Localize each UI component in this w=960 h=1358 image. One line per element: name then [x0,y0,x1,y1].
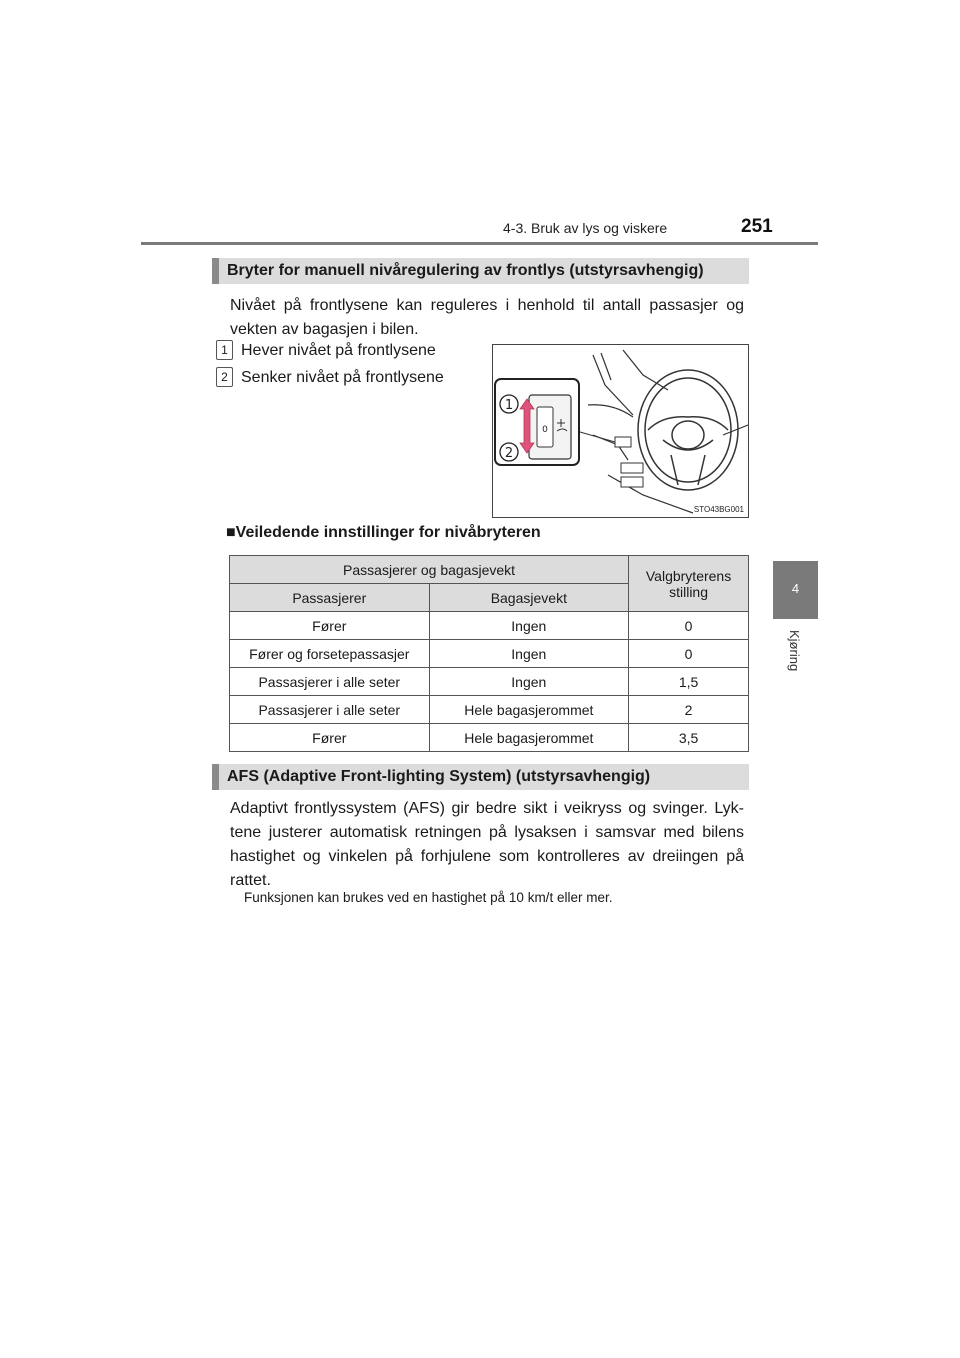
number-badge: 2 [216,367,233,387]
table-cell: Ingen [429,640,629,668]
table-cell: Passasjerer i alle seter [230,668,430,696]
subsection-title: Veiledende innstillinger for nivåbryteren [235,524,541,541]
table-row [230,640,749,668]
leveling-intro: Nivået på frontlysene kan reguleres i henhold til antall passasjer og vekten av bagasjen i bilen. [230,297,744,338]
table-header-passengers: Passasjerer [230,584,430,612]
table-group-header: Passasjerer og bagasjevekt [230,556,629,584]
afs-note: Funksjonen kan brukes ved en hastighet på 10 km/t eller mer. [244,890,613,905]
figure-code: STO43BG001 [693,505,744,514]
table-cell: Hele bagasjerommet [429,696,629,724]
table-row [230,696,749,724]
table-cell: Ingen [429,668,629,696]
table-cell: 1,5 [629,668,749,696]
table-header-luggage: Bagasjevekt [429,584,629,612]
list-item-lower [216,367,444,387]
table-cell: Passasjerer i alle seter [230,696,430,724]
list-item-raise [216,340,436,360]
dashboard-drawing [493,345,748,517]
table-row [230,668,749,696]
table-row [230,612,749,640]
chapter-tab [773,561,818,619]
table-cell: 3,5 [629,724,749,752]
chapter-label: Kjøring [787,630,802,672]
table-cell: 0 [629,640,749,668]
table-cell: Fører [230,612,430,640]
subsection-heading [226,524,541,542]
steering-wheel [638,370,738,490]
page-number: 251 [741,216,773,237]
leveling-settings-table [229,555,749,752]
callout-2: 2 [504,446,514,461]
section-heading-afs: AFS (Adaptive Front-lighting System) (utstyrsavhengig) [212,764,749,790]
chapter-label-wrap [780,630,810,690]
leveling-switch-illustration [492,344,749,518]
section-heading-leveling: Bryter for manuell nivåregulering av frontlys (utstyrsavhengig) [212,258,749,284]
header-rule [141,242,818,245]
chapter-number: 4 [791,581,800,596]
table-cell: Fører [230,724,430,752]
switch-mark: 0 [542,425,548,435]
list-item-text: Hever nivået på frontlysene [241,342,436,359]
afs-body: Adaptivt frontlyssystem (AFS) gir bedre sikt i veikryss og svinger. Lyk-tene justerer automatisk retningen på lysaksen i samsvar med bilens hastighet og vinkelen på forhjulene som kontrolleres av dreiingen på rattet. [230,800,744,889]
table-cell: 0 [629,612,749,640]
table-cell: Ingen [429,612,629,640]
list-item-text: Senker nivået på frontlysene [241,369,444,386]
table-cell: 2 [629,696,749,724]
callout-1: 1 [504,398,514,413]
number-badge: 1 [216,340,233,360]
table-row [230,724,749,752]
table-header-position: Valgbryterens stilling [629,556,749,612]
section-title: 4-3. Bruk av lys og viskere [503,220,668,236]
square-bullet-icon: ■ [226,524,236,541]
table-cell: Hele bagasjerommet [429,724,629,752]
table-cell: Fører og forsetepassasjer [230,640,430,668]
